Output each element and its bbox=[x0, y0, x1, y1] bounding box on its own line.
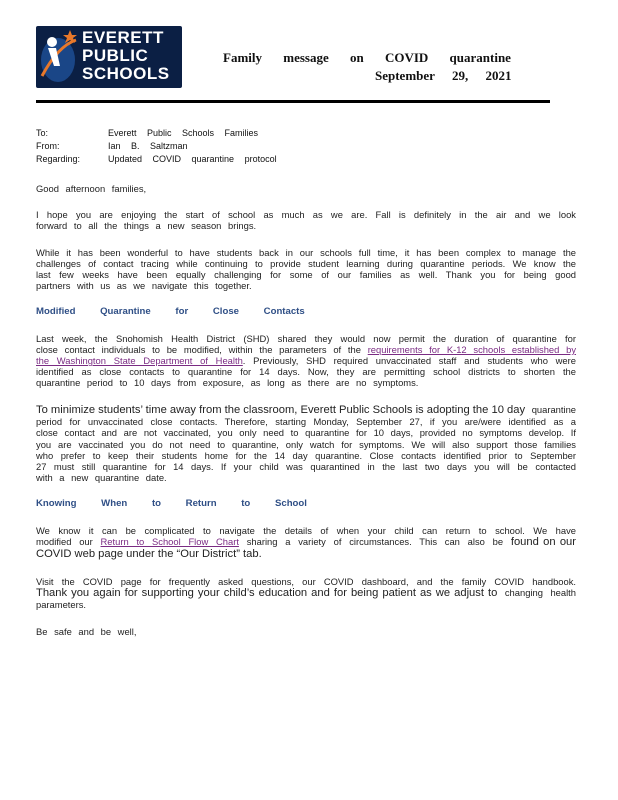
paragraph-shd-update bbox=[36, 333, 576, 389]
heading-modified-quarantine: Modified Quarantine for Close Contacts bbox=[36, 306, 305, 318]
flow-text-b: sharing a variety of circumstances. This can also be bbox=[238, 535, 511, 547]
paragraph-flow-chart bbox=[36, 525, 576, 561]
covid-page-text-a: Visit the COVID page for frequently asked questions, our COVID dashboard, and the family COVID handbook. bbox=[36, 575, 576, 587]
heading-return-to-school: Knowing When to Return to School bbox=[36, 498, 307, 510]
memo-to-label: To: bbox=[36, 128, 49, 138]
paragraph-covid-page bbox=[36, 576, 576, 611]
doh-requirements-link[interactable]: requirements for K-12 schools established by the Washington State Department of Health bbox=[36, 343, 577, 367]
closing: Be safe and be well, bbox=[36, 625, 137, 637]
paragraph-contact-tracing: While it has been wonderful to have students back in our schools full time, it has been complex to manage the challenges of contact tracing while continuing to provide student learning during quarantine periods. We know the last few weeks have been equally challenging for some of our families as well. Thank you for being good partners with us as we navigate this together. bbox=[36, 246, 576, 292]
memo-from-row bbox=[36, 141, 536, 154]
logo-text bbox=[82, 29, 170, 83]
ten-day-details: quarantine period for unvaccinated close contacts. Therefore, starting Monday, September 27, if you are/were identified as a close contact and are not vaccinated, you only need to quarantine for 10 days, provided no symptoms develop. If you are vaccinated you do not need to quarantine, only watch for symptoms. We will also support those families who prefer to keep their students home for the 14 day quarantine. Close contacts identified prior to September 27 must still quarantine for 14 days. If your child was quarantined in the last two days you will be contacted with a new quarantine date. bbox=[36, 403, 577, 484]
shd-text-a: Last week, the Snohomish Health District (SHD) shared they would now permit the duration of quarantine for close contact individuals to be modified, within the parameters of the bbox=[36, 332, 576, 355]
flow-text-a: We know it can be complicated to navigate the details of when your child can return to school. We have modified our bbox=[36, 524, 576, 547]
covid-page-text-b: changing health parameters. bbox=[36, 586, 576, 611]
paragraph-intro: I hope you are enjoying the start of school as much as we are. Fall is definitely in the air and we look forward to all the things a new season brings. bbox=[36, 209, 576, 232]
letter-body bbox=[36, 183, 576, 652]
return-to-school-flow-chart-link[interactable]: Return to School Flow Chart bbox=[100, 535, 239, 547]
title-date: September 29, 2021 bbox=[375, 68, 512, 83]
paragraph-ten-day-quarantine bbox=[36, 404, 576, 484]
memo-to-row bbox=[36, 128, 536, 141]
logo-line-3: SCHOOLS bbox=[82, 64, 170, 83]
memo-from-value: Ian B. Saltzman bbox=[108, 141, 188, 151]
ten-day-lead: To minimize students’ time away from the classroom, Everett Public Schools is adopting the 10 day bbox=[36, 403, 526, 416]
memo-to-value: Everett Public Schools Families bbox=[108, 128, 259, 138]
memo-from-label: From: bbox=[36, 141, 60, 151]
header-divider bbox=[36, 100, 550, 103]
memo-regarding-row bbox=[36, 154, 536, 167]
memo-header bbox=[36, 128, 536, 167]
logo-line-2: PUBLIC bbox=[82, 46, 149, 65]
greeting: Good afternoon families, bbox=[36, 183, 147, 194]
thank-you-text: Thank you again for supporting your child’s education and for being patient as we adjust to bbox=[36, 586, 498, 599]
shd-text-b: . Previously, SHD required unvaccinated staff and students who were identified as close contacts to quarantine for 14 days. Now, they are permitting school districts to shorten the quarantine period to 10 days from exposure, as long as there are no symptoms. bbox=[36, 355, 576, 389]
memo-regarding-value: Updated COVID quarantine protocol bbox=[108, 154, 277, 164]
everett-public-schools-logo bbox=[36, 26, 182, 88]
memo-regarding-label: Regarding: bbox=[36, 154, 81, 164]
logo-line-1: EVERETT bbox=[82, 28, 164, 47]
title-line-1: Family message on COVID quarantine bbox=[223, 50, 511, 65]
flow-text-big: found on our COVID web page under the “Our District” tab. bbox=[36, 535, 576, 561]
